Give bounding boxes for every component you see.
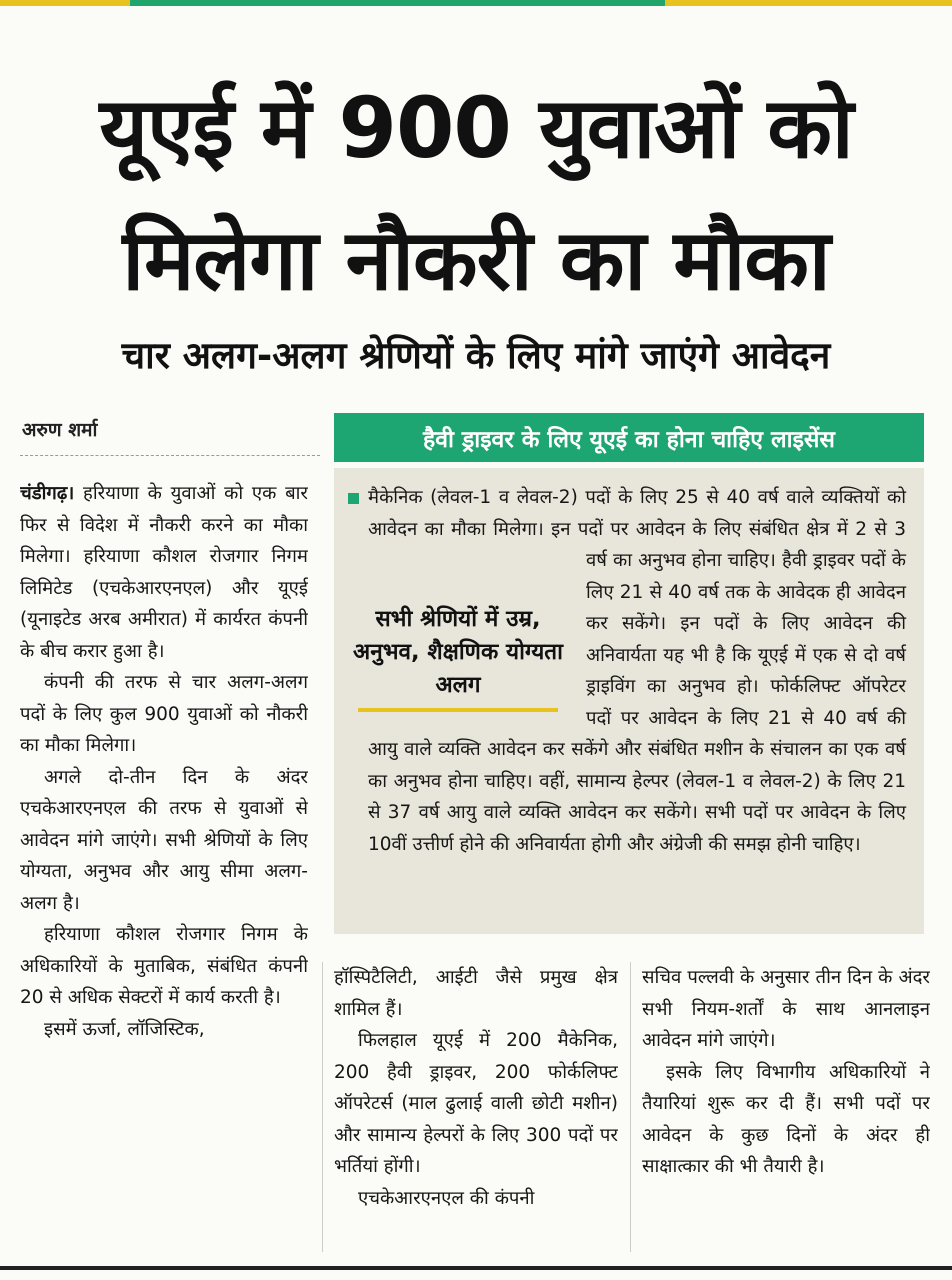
byline: अरुण शर्मा xyxy=(22,419,98,441)
info-box-text-start: मैकेनिक (लेवल-1 व लेवल-2) पदों के लिए 25 से 40 वर्ष वाले व्यक्तियों को आवेदन का मौका मिलेगा। इन पदों पर आवेदन के लिए संबंधित क्षेत्र में 2 से 3 वर्ष का अनुभव होना xyxy=(368,487,906,571)
headline xyxy=(16,62,936,326)
pull-quote-text: सभी श्रेणियों में उम्र, अनुभव, शैक्षणिक योग्यता अलग xyxy=(353,606,563,698)
column-divider xyxy=(322,962,323,1252)
article-paragraph: हॉस्पिटैलिटी, आईटी जैसे प्रमुख क्षेत्र शामिल हैं। xyxy=(334,967,618,1020)
pull-quote xyxy=(348,603,568,712)
article-column-3 xyxy=(642,962,930,1258)
info-box-text-continued: चाहिए। हैवी ड्राइवर पदों के लिए 21 से 40 वर्ष तक के आवेदक ही आवेदन कर सकेंगे। इन पदों के लिए आवेदन की अनिवार्यता यह भी है कि यूएई में एक से दो वर्ष ड्राइविंग का अनुभव हो। फोर्कलिफ्ट ऑपरेटर पदों पर आवेदन के लिए 21 से 40 वर्ष की आयु वाले व्यक्ति आवेदन कर सकेंगे और संबंधित मशीन के संचालन का एक वर्ष का अनुभव होना चाहिए। वहीं, सामान्य हेल्पर (लेवल-1 व लेवल-2) के लिए 21 से 37 वर्ष आयु वाले व्यक्ति आवेदन कर सकेंगे। सभी पदों पर आवेदन के लिए 10वीं उत्तीर्ण होने की अनिवार्यता होगी और अंग्रेजी की समझ होनी चाहिए। xyxy=(368,550,906,855)
headline-line-2: मिलेगा नौकरी का मौका xyxy=(122,211,830,309)
article-paragraph: इसके लिए विभागीय अधिकारियों ने तैयारियां शुरू कर दी हैं। सभी पदों पर आवेदन के कुछ दिनों के अंदर ही साक्षात्कार की भी तैयारी है। xyxy=(642,1061,930,1177)
bullet-square-icon xyxy=(348,493,359,504)
article-paragraph xyxy=(20,478,308,667)
info-box-title: हैवी ड्राइवर के लिए यूएई का होना चाहिए लाइसेंस xyxy=(334,413,924,462)
subheadline: चार अलग-अलग श्रेणियों के लिए मांगे जाएंगे आवेदन xyxy=(121,334,831,377)
article-column-2 xyxy=(334,962,618,1258)
info-box xyxy=(334,468,924,934)
strip-green xyxy=(130,0,665,6)
article-paragraph: हरियाणा कौशल रोजगार निगम के अधिकारियों के मुताबिक, संबंधित कंपनी 20 से अधिक सेक्टरों में कार्य करती है। xyxy=(20,924,308,1008)
article-paragraph: फिलहाल यूएई में 200 मैकेनिक, 200 हैवी ड्राइवर, 200 फोर्कलिफ्ट ऑपरेटर्स (माल ढुलाई वाली छोटी मशीन) और सामान्य हेल्परों के लिए 300 पदों पर भर्तियां होंगी। xyxy=(334,1030,618,1177)
strip-yellow-right xyxy=(665,0,952,6)
pull-quote-underline xyxy=(358,708,558,712)
column-divider xyxy=(630,962,631,1252)
footer-rule xyxy=(0,1266,952,1270)
article-paragraph: कंपनी की तरफ से चार अलग-अलग पदों के लिए कुल 900 युवाओं को नौकरी का मौका मिलेगा। xyxy=(20,672,308,756)
article-paragraph: इसमें ऊर्जा, लॉजिस्टिक, xyxy=(44,1018,205,1040)
dateline: चंडीगढ़। xyxy=(20,483,75,504)
article-paragraph: एचकेआरएनएल की कंपनी xyxy=(358,1187,535,1209)
paragraph-text: हरियाणा के युवाओं को एक बार फिर से विदेश में नौकरी करने का मौका मिलेगा। हरियाणा कौशल रोजगार निगम लिमिटेड (एचकेआरएनएल) और यूएई (यूनाइटेड अरब अमीरात) में कार्यरत कंपनी के बीच करार हुआ है। xyxy=(20,483,308,662)
strip-yellow-left xyxy=(0,0,130,6)
byline-divider xyxy=(20,455,320,456)
article-paragraph: अगले दो-तीन दिन के अंदर एचकेआरएनएल की तरफ से युवाओं से आवेदन मांगे जाएंगे। सभी श्रेणियों के लिए योग्यता, अनुभव और आयु सीमा अलग-अलग है। xyxy=(20,766,308,914)
article-paragraph: सचिव पल्लवी के अनुसार तीन दिन के अंदर सभी नियम-शर्तों के साथ आनलाइन आवेदन मांगे जाएंगे। xyxy=(642,967,930,1051)
article-column-1 xyxy=(20,478,308,1258)
headline-line-1: यूएई में 900 युवाओं को xyxy=(99,79,853,177)
top-color-strip xyxy=(0,0,952,6)
